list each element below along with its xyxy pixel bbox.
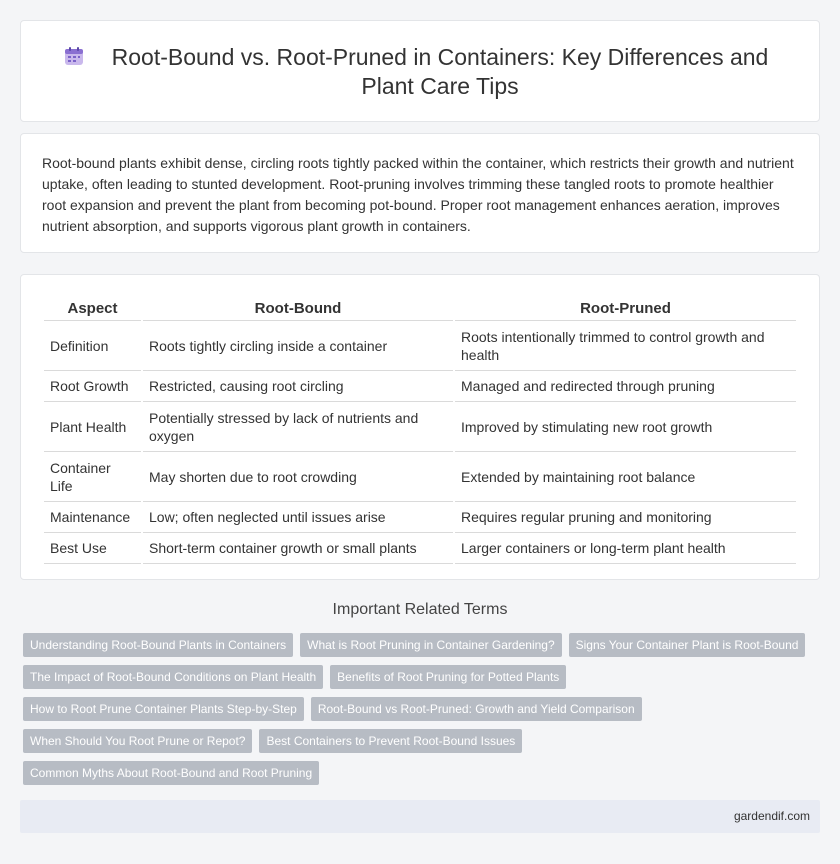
table-row <box>44 402 796 452</box>
table-cell: Root Growth <box>44 371 141 402</box>
related-term-link[interactable]: Best Containers to Prevent Root-Bound Issues <box>259 729 522 753</box>
table-cell: Larger containers or long-term plant health <box>455 533 796 564</box>
related-term-link[interactable]: How to Root Prune Container Plants Step-by-Step <box>23 697 304 721</box>
comparison-card <box>20 274 820 580</box>
table-cell: Extended by maintaining root balance <box>455 452 796 502</box>
related-terms-list <box>23 633 813 785</box>
table-header-row <box>44 293 796 321</box>
comparison-table <box>42 293 798 564</box>
footer <box>20 800 820 833</box>
title-card <box>20 20 820 122</box>
table-cell: Maintenance <box>44 502 141 533</box>
table-cell: Restricted, causing root circling <box>143 371 453 402</box>
header-root-bound: Root-Bound <box>143 293 453 321</box>
related-terms-heading: Important Related Terms <box>332 601 508 618</box>
table-cell: Short-term container growth or small plants <box>143 533 453 564</box>
table-cell: Potentially stressed by lack of nutrients and oxygen <box>143 402 453 452</box>
related-term-link[interactable]: Understanding Root-Bound Plants in Containers <box>23 633 293 657</box>
related-term-link[interactable]: When Should You Root Prune or Repot? <box>23 729 252 753</box>
table-row <box>44 321 796 371</box>
header-root-pruned: Root-Pruned <box>455 293 796 321</box>
table-cell: Managed and redirected through pruning <box>455 371 796 402</box>
table-row <box>44 502 796 533</box>
page-title: Root-Bound vs. Root-Pruned in Containers: Key Differences and Plant Care Tips <box>111 44 769 99</box>
table-row <box>44 452 796 502</box>
related-term-link[interactable]: Common Myths About Root-Bound and Root Pruning <box>23 761 319 785</box>
table-cell: Improved by stimulating new root growth <box>455 402 796 452</box>
table-cell: Definition <box>44 321 141 371</box>
related-term-link[interactable]: Signs Your Container Plant is Root-Bound <box>569 633 806 657</box>
table-cell: Roots intentionally trimmed to control growth and health <box>455 321 796 371</box>
table-cell: Container Life <box>44 452 141 502</box>
table-cell: Low; often neglected until issues arise <box>143 502 453 533</box>
table-cell: Best Use <box>44 533 141 564</box>
table-cell: Roots tightly circling inside a container <box>143 321 453 371</box>
intro-card <box>20 133 820 253</box>
table-cell: Plant Health <box>44 402 141 452</box>
related-term-link[interactable]: Benefits of Root Pruning for Potted Plants <box>330 665 566 689</box>
related-term-link[interactable]: Root-Bound vs Root-Pruned: Growth and Yield Comparison <box>311 697 642 721</box>
header-aspect: Aspect <box>44 293 141 321</box>
footer-site-link[interactable]: gardendif.com <box>733 809 810 823</box>
table-row <box>44 533 796 564</box>
table-cell: Requires regular pruning and monitoring <box>455 502 796 533</box>
related-term-link[interactable]: What is Root Pruning in Container Gardening? <box>300 633 561 657</box>
table-cell: May shorten due to root crowding <box>143 452 453 502</box>
table-row <box>44 371 796 402</box>
related-term-link[interactable]: The Impact of Root-Bound Conditions on Plant Health <box>23 665 323 689</box>
intro-paragraph: Root-bound plants exhibit dense, circling roots tightly packed within the container, which restricts their growth and nutrient uptake, often leading to stunted development. Root-pruning involves trimming these tangled roots to promote healthier root expansion and prevent the plant from becoming pot-bound. Proper root management enhances aeration, improves nutrient absorption, and supports vigorous plant growth in containers. <box>42 155 794 234</box>
